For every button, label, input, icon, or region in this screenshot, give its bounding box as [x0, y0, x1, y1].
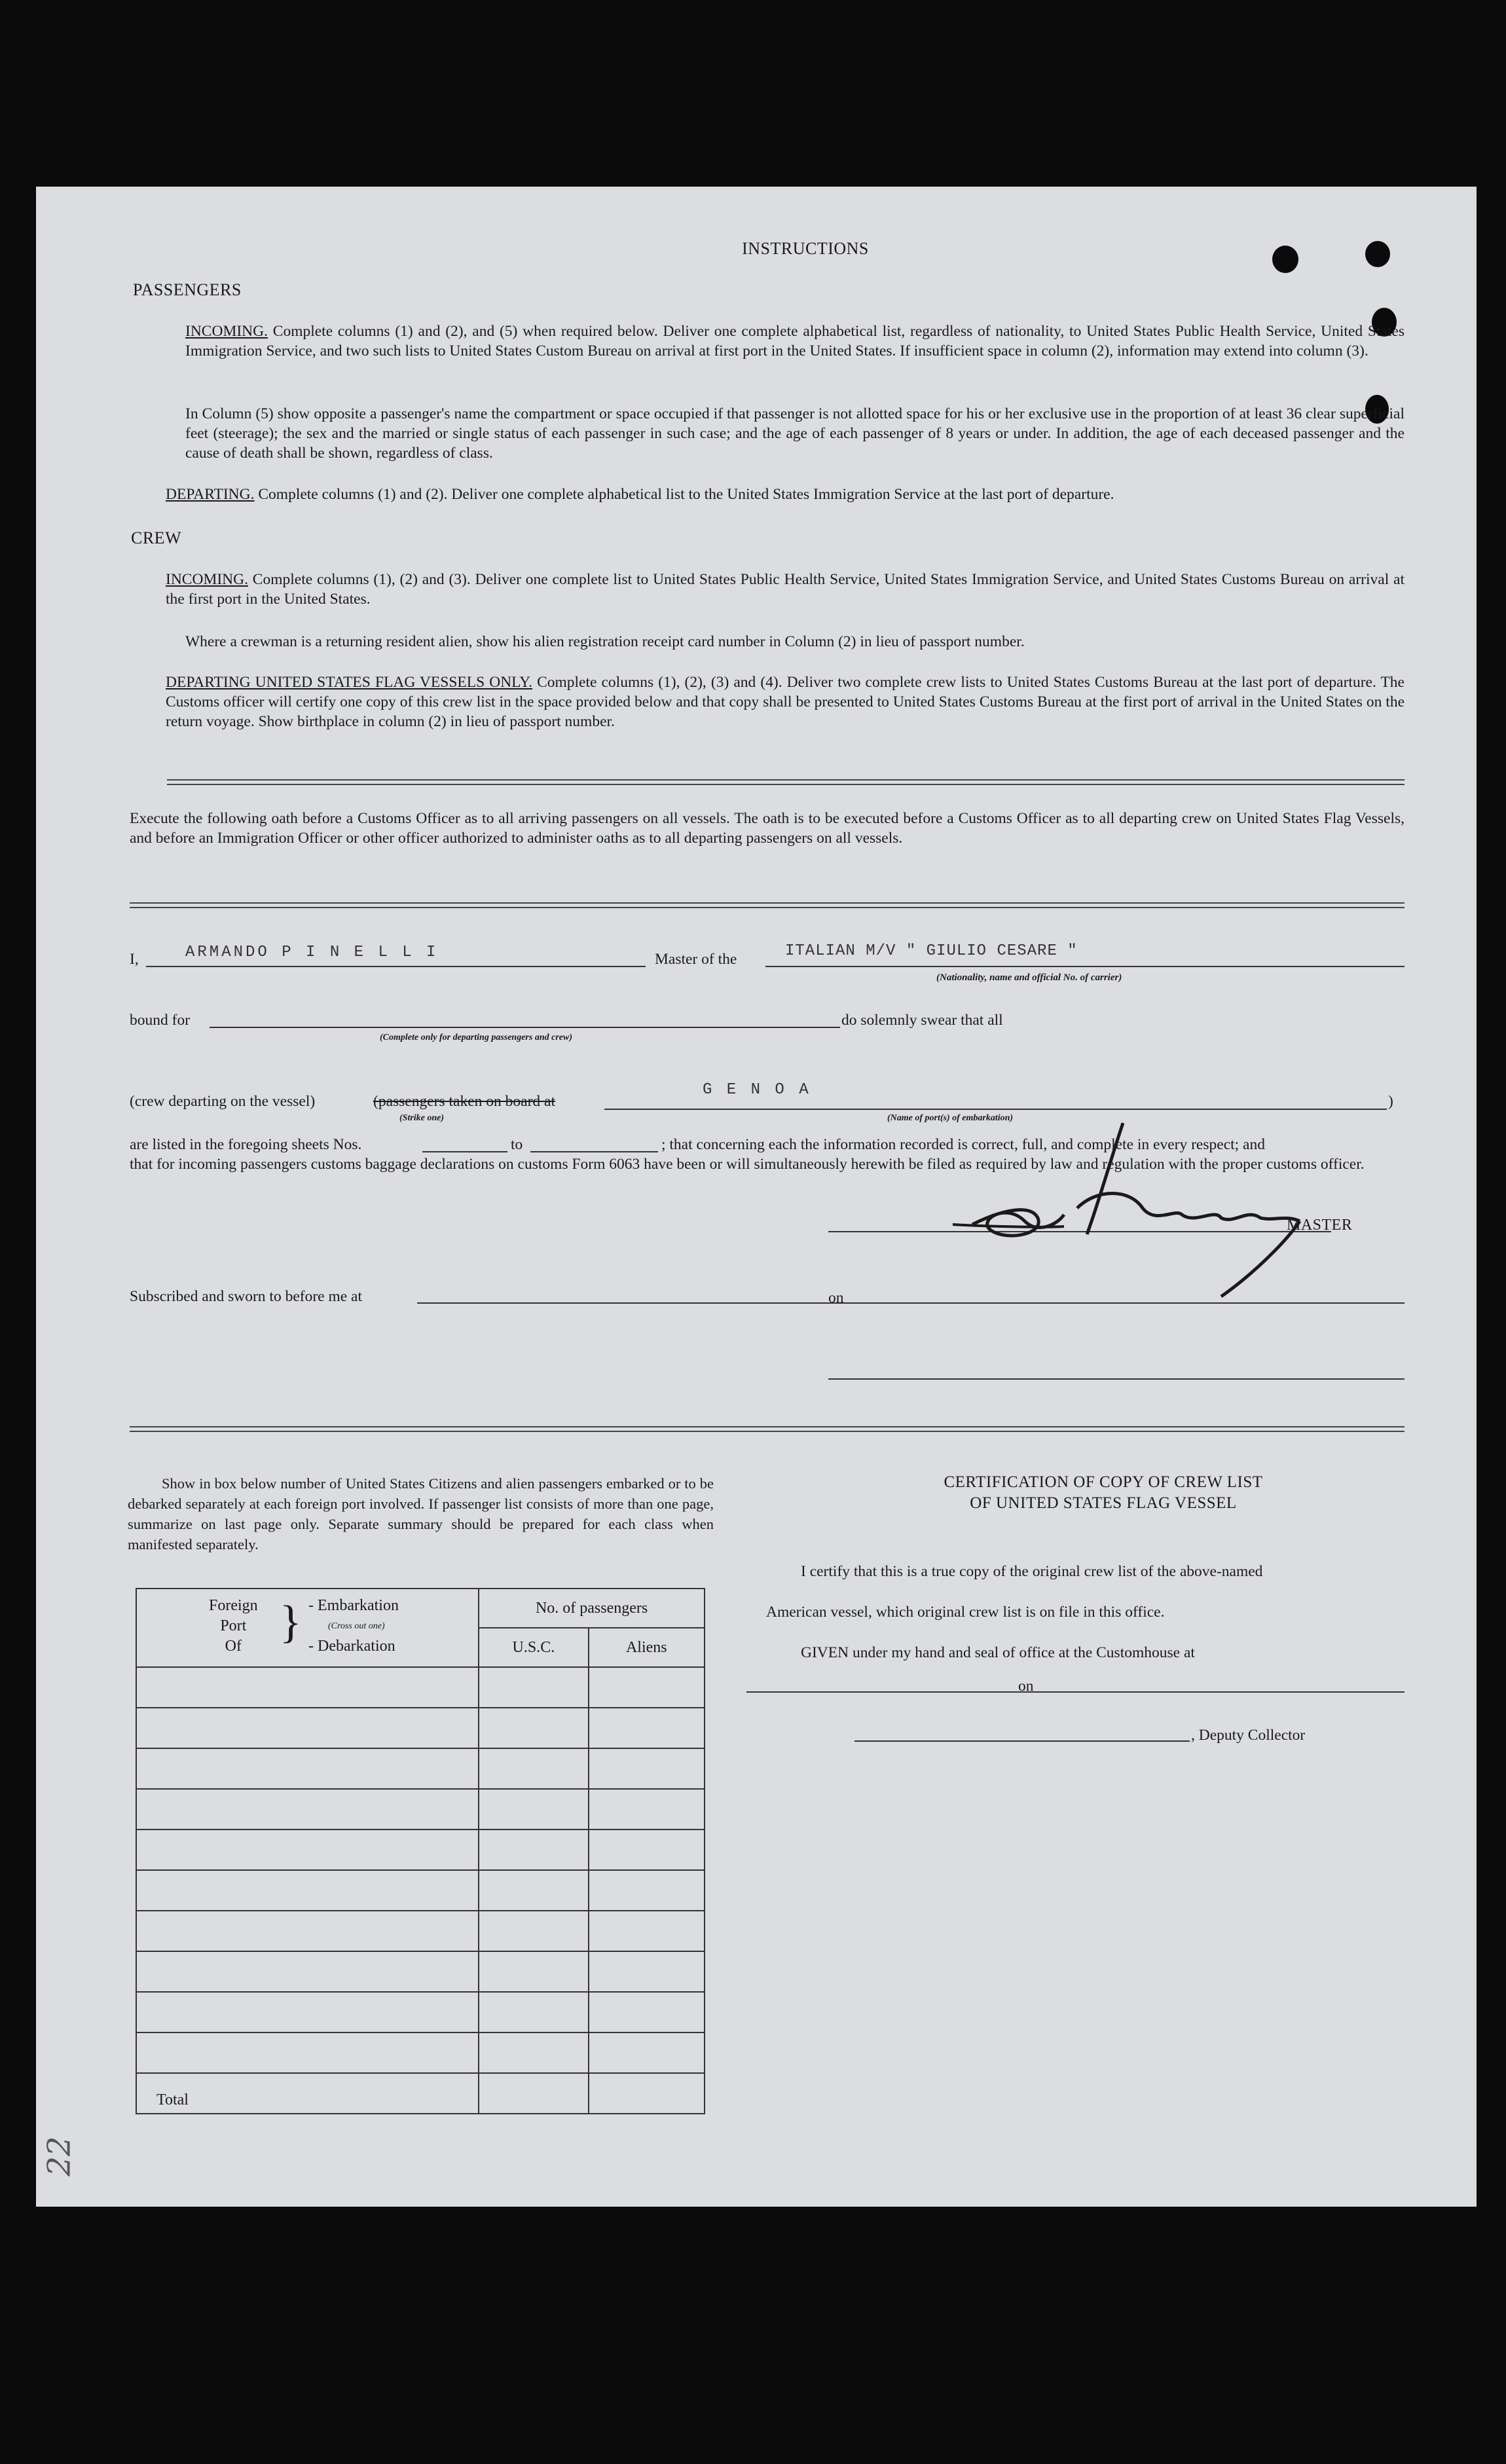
divider — [130, 1426, 1405, 1427]
vessel-name: ITALIAN M/V " GIULIO CESARE " — [785, 942, 1078, 960]
port-cell[interactable] — [136, 1708, 479, 1748]
table-row — [136, 1708, 705, 1748]
subscribed-date-field[interactable] — [851, 1284, 1405, 1304]
passengers-taken-option: (passengers taken on board at — [373, 1093, 555, 1110]
port-cell[interactable] — [136, 1911, 479, 1951]
subscribed-on-label: on — [828, 1289, 844, 1306]
port-cell[interactable] — [136, 1992, 479, 2032]
punch-hole — [1365, 241, 1390, 267]
master-name-field[interactable] — [146, 946, 646, 967]
port-cell[interactable] — [136, 1830, 479, 1870]
passengers-incoming-text: Complete columns (1) and (2), and (5) when required below. Deliver one complete alphabetical list, regardless of nationality, to United States Public Health Service, United States Immigration Service, and two such lists to United States Custom Bureau on arrival at first port in the United States. If insufficient space in column (2), information may extend into column (3). — [185, 323, 1405, 359]
subscribed-label: Subscribed and sworn to before me at — [130, 1288, 363, 1305]
usc-cell[interactable] — [479, 1789, 588, 1830]
certification-given: GIVEN under my hand and seal of office at the Customhouse at — [801, 1644, 1195, 1661]
oath-i-label: I, — [130, 951, 139, 968]
passenger-summary-table — [136, 1588, 705, 2114]
certification-line-1: I certify that this is a true copy of the original crew list of the above-named — [801, 1563, 1263, 1580]
vessel-field[interactable] — [765, 942, 1405, 967]
certification-line-2: American vessel, which original crew list is on file in this office. — [766, 1604, 1165, 1621]
aliens-cell[interactable] — [589, 1992, 705, 2032]
swear-text: do solemnly swear that all — [841, 1012, 1003, 1029]
aliens-cell[interactable] — [589, 1870, 705, 1911]
port-cell[interactable] — [136, 1667, 479, 1708]
listed-text: ; that concerning each the information recorded is correct, full, and complete in every respect; and — [661, 1136, 1265, 1153]
deputy-collector-label: , Deputy Collector — [1191, 1727, 1306, 1744]
form-sheet — [36, 187, 1477, 2207]
passengers-departing-label: DEPARTING. — [166, 486, 255, 503]
bound-for-label: bound for — [130, 1012, 191, 1029]
crew-departing-text: Complete columns (1), (2), (3) and (4). Deliver two complete crew lists to United States Customs Bureau at the last port of departure. The Customs officer will certify one copy of this crew list in the space provided below and that copy shall be presented to United States Customs Bureau at the first port of arrival in the United States on the return voyage. Show birthplace in column (2) in lieu of passport number. — [166, 674, 1405, 730]
aliens-total-cell[interactable] — [589, 2073, 705, 2114]
usc-cell[interactable] — [479, 1992, 588, 2032]
divider — [130, 907, 1405, 908]
table-row — [136, 1830, 705, 1870]
master-signature — [946, 1110, 1326, 1306]
port-cell[interactable] — [136, 1951, 479, 1992]
master-of-label: Master of the — [655, 951, 737, 968]
master-label: MASTER — [1287, 1217, 1353, 1234]
customhouse-place-field[interactable] — [746, 1673, 1051, 1693]
aliens-cell[interactable] — [589, 1911, 705, 1951]
column5-paragraph: In Column (5) show opposite a passenger's name the compartment or space occupied if that passenger is not allotted space for his or her exclusive use in the proportion of at least 36 clear superficial feet (steerage); the sex and the married or single status of each passenger in such case; and the age of each passenger of 8 years or under. In addition, the age of each deceased passenger and the cause of death shall be shown, regardless of class. — [185, 405, 1405, 462]
table-row — [136, 1951, 705, 1992]
oath-intro: Execute the following oath before a Customs Officer as to all arriving passengers on all vessels. The oath is to be executed before a Customs Officer as to all departing crew on United States Flag Vessels, and before an Immigration Officer or other officer authorized to administer oaths as to all departing passengers on all vessels. — [130, 810, 1405, 847]
crew-departing-option: (crew departing on the vessel) — [130, 1093, 316, 1110]
divider — [167, 784, 1405, 785]
divider — [167, 779, 1405, 781]
strike-caption: (Strike one) — [399, 1113, 445, 1123]
port-cell[interactable] — [136, 2032, 479, 2073]
usc-header: U.S.C. — [479, 1628, 588, 1667]
usc-cell[interactable] — [479, 1830, 588, 1870]
aliens-cell[interactable] — [589, 1830, 705, 1870]
usc-cell[interactable] — [479, 1667, 588, 1708]
divider — [130, 1431, 1405, 1432]
crew-incoming-label: INCOMING. — [166, 571, 248, 588]
table-row — [136, 1748, 705, 1789]
crew-resident-paragraph: Where a crewman is a returning resident alien, show his alien registration receipt card number in Column (2) in lieu of passport number. — [185, 633, 1025, 650]
table-row — [136, 1992, 705, 2032]
crew-incoming-paragraph — [166, 570, 1405, 609]
listed-continuation: that for incoming passengers customs baggage declarations on customs Form 6063 have been or will simultaneously herewith be filed as required by law and regulation with the proper customs officer. — [130, 1156, 1365, 1173]
passengers-departing-text: Complete columns (1) and (2). Deliver one complete alphabetical list to the United States Immigration Service at the last port of departure. — [258, 486, 1114, 503]
sheets-to-label: to — [511, 1136, 523, 1153]
passengers-incoming-label: INCOMING. — [185, 323, 268, 340]
port-cell[interactable] — [136, 1870, 479, 1911]
aliens-cell[interactable] — [589, 1789, 705, 1830]
total-row — [136, 2073, 705, 2114]
port-field[interactable] — [604, 1081, 1387, 1110]
deputy-collector-field[interactable] — [854, 1722, 1190, 1742]
passengers-incoming-paragraph — [185, 322, 1405, 361]
summary-instructions: Show in box below number of United States Citizens and alien passengers embarked or to be debarked separately at each foreign port involved. If passenger list consists of more than one page, summarize on last page only. Separate summary should be prepared for each class when manifested separately. — [128, 1475, 714, 1553]
table-row — [136, 1911, 705, 1951]
punch-hole — [1272, 246, 1298, 273]
certification-title-2: OF UNITED STATES FLAG VESSEL — [970, 1494, 1237, 1512]
port-caption: (Name of port(s) of embarkation) — [887, 1113, 1014, 1123]
vessel-caption: (Nationality, name and official No. of carrier) — [936, 972, 1122, 983]
aliens-cell[interactable] — [589, 1708, 705, 1748]
aliens-header: Aliens — [589, 1628, 705, 1667]
table-row — [136, 1870, 705, 1911]
total-label: Total — [136, 2073, 479, 2114]
usc-cell[interactable] — [479, 1748, 588, 1789]
close-paren: ) — [1388, 1093, 1393, 1110]
port-cell[interactable] — [136, 1789, 479, 1830]
certification-on-label: on — [1018, 1678, 1034, 1695]
certification-date-field[interactable] — [1038, 1673, 1405, 1693]
no-of-passengers-header: No. of passengers — [479, 1589, 705, 1628]
passengers-heading: PASSENGERS — [133, 280, 242, 299]
sheets-from-field[interactable] — [422, 1133, 507, 1152]
usc-cell[interactable] — [479, 1951, 588, 1992]
aliens-cell[interactable] — [589, 1667, 705, 1708]
passengers-departing-paragraph — [166, 485, 1405, 504]
table-row — [136, 2032, 705, 2073]
aliens-cell[interactable] — [589, 1951, 705, 1992]
aliens-cell[interactable] — [589, 2032, 705, 2073]
usc-cell[interactable] — [479, 1870, 588, 1911]
foreign-port-header: Foreign Port Of } - Embarkation (Cross out one) - Debarkation — [136, 1589, 479, 1667]
bound-for-field[interactable] — [210, 1008, 840, 1028]
divider — [130, 902, 1405, 904]
master-name: ARMANDO P I N E L L I — [185, 944, 439, 961]
usc-total-cell[interactable] — [479, 2073, 588, 2114]
usc-cell[interactable] — [479, 1911, 588, 1951]
officer-signature-field[interactable] — [828, 1365, 1405, 1380]
usc-cell[interactable] — [479, 2032, 588, 2073]
crew-incoming-text: Complete columns (1), (2) and (3). Deliver one complete list to United States Public Health Service, United States Immigration Service, and United States Customs Bureau on arrival at the first port in the United States. — [166, 571, 1405, 608]
subscribed-place-field[interactable] — [417, 1284, 861, 1304]
listed-sheets-label: are listed in the foregoing sheets Nos. — [130, 1136, 362, 1153]
bound-for-caption: (Complete only for departing passengers and crew) — [380, 1033, 572, 1042]
crew-departing-label: DEPARTING UNITED STATES FLAG VESSELS ONLY. — [166, 674, 532, 691]
aliens-cell[interactable] — [589, 1748, 705, 1789]
certification-title-1: CERTIFICATION OF COPY OF CREW LIST — [944, 1473, 1263, 1491]
port-name: G E N O A — [703, 1081, 811, 1099]
crew-departing-paragraph — [166, 672, 1405, 731]
table-row — [136, 1789, 705, 1830]
sheets-to-field[interactable] — [530, 1133, 658, 1152]
port-cell[interactable] — [136, 1748, 479, 1789]
usc-cell[interactable] — [479, 1708, 588, 1748]
page-title: INSTRUCTIONS — [742, 239, 869, 258]
table-row — [136, 1667, 705, 1708]
crew-heading: CREW — [131, 528, 182, 547]
margin-note: 22 — [41, 2136, 78, 2177]
